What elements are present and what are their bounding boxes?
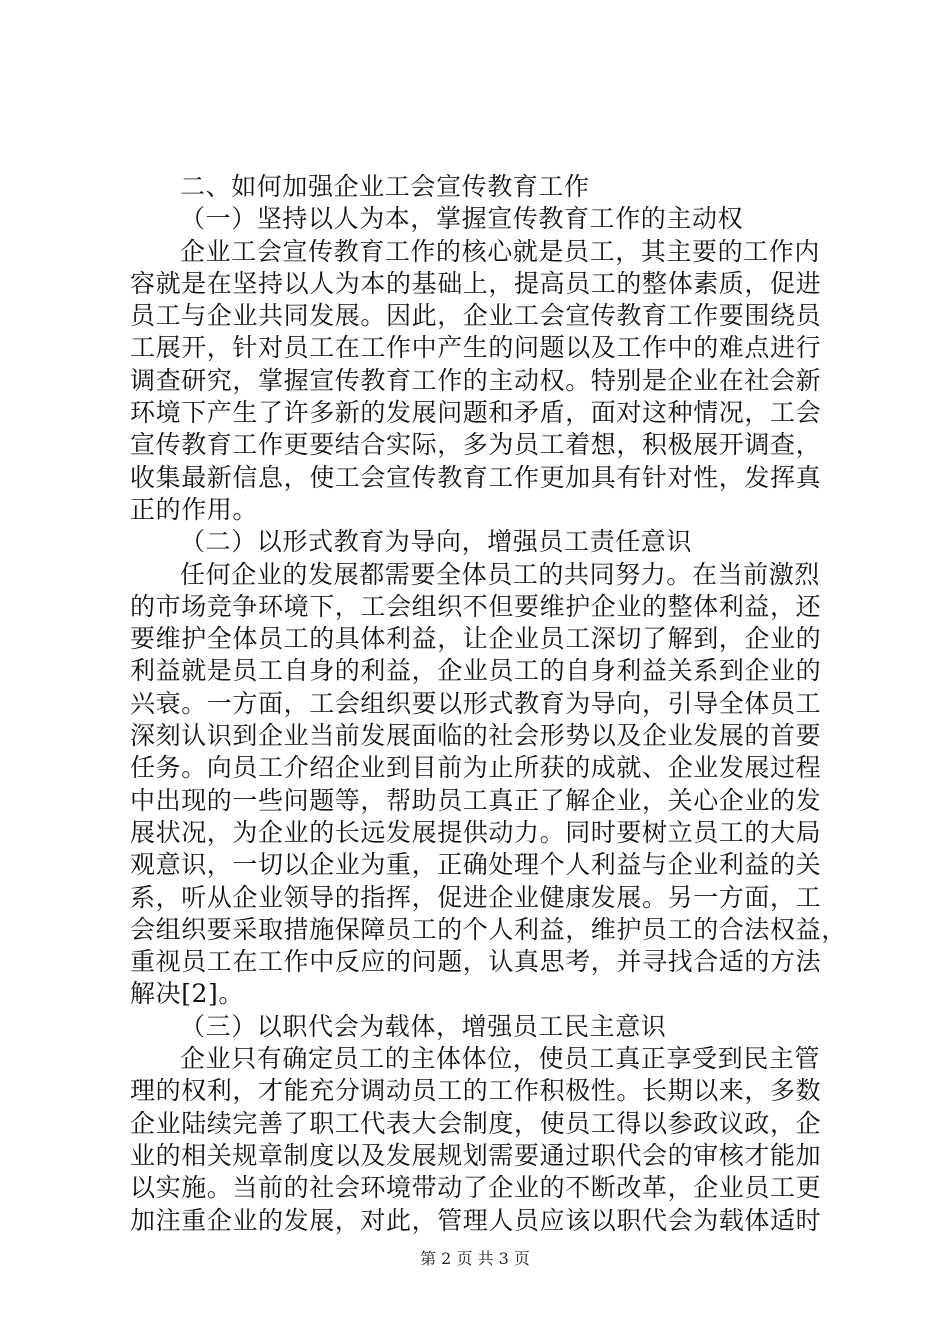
paragraph-line: 企业陆续完善了职工代表大会制度，使员工得以参政议政，企 — [130, 1108, 822, 1138]
paragraph-line: 深刻认识到企业当前发展面临的社会形势以及企业发展的首要 — [130, 721, 822, 751]
section-heading: 二、如何加强企业工会宣传教育工作 — [180, 172, 590, 201]
paragraph-line: 会组织要采取措施保障员工的个人利益，维护员工的合法权益， — [130, 914, 847, 944]
paragraph-line: 展状况，为企业的长远发展提供动力。同时要树立员工的大局 — [130, 817, 822, 847]
document-body — [130, 171, 847, 1237]
page-footer — [0, 1246, 950, 1269]
paragraph-line: 宣传教育工作更要结合实际，多为员工着想，积极展开调查， — [130, 430, 822, 460]
paragraph-line: 工展开，针对员工在工作中产生的问题以及工作中的难点进行 — [130, 333, 822, 363]
paragraph-line: 容就是在坚持以人为本的基础上，提高员工的整体素质，促进 — [130, 268, 822, 298]
paragraph-line: 中出现的一些问题等，帮助员工真正了解企业，关心企业的发 — [130, 785, 822, 815]
subsection-heading-1: （一）坚持以人为本，掌握宣传教育工作的主动权 — [180, 204, 744, 234]
paragraph-line: 任何企业的发展都需要全体员工的共同努力。在当前激烈 — [180, 559, 821, 589]
paragraph-line: 环境下产生了许多新的发展问题和矛盾，面对这种情况，工会 — [130, 398, 822, 428]
paragraph-line: 观意识，一切以企业为重，正确处理个人利益与企业利益的关 — [130, 850, 822, 880]
paragraph-line: 系，听从企业领导的指挥，促进企业健康发展。另一方面，工 — [130, 882, 822, 912]
paragraph-line: 重视员工在工作中反应的问题，认真思考，并寻找合适的方法 — [130, 947, 822, 977]
paragraph-line: 企业工会宣传教育工作的核心就是员工，其主要的工作内 — [180, 236, 821, 266]
subsection-heading-3: （三）以职代会为载体，增强员工民主意识 — [180, 1011, 667, 1041]
paragraph-line: 业的相关规章制度以及发展规划需要通过职代会的审核才能加 — [130, 1140, 822, 1170]
paragraph-line: 要维护全体员工的具体利益，让企业员工深切了解到，企业的 — [130, 624, 822, 654]
paragraph-line: 任务。向员工介绍企业到目前为止所获的成就、企业发展过程 — [130, 753, 822, 783]
paragraph-line: 解决[2]。 — [130, 979, 245, 1009]
paragraph-line: 以实施。当前的社会环境带动了企业的不断改革，企业员工更 — [130, 1173, 822, 1203]
paragraph-line: 的市场竞争环境下，工会组织不但要维护企业的整体利益，还 — [130, 591, 822, 621]
page-number-label: 第 2 页 共 3 页 — [420, 1249, 530, 1268]
paragraph-line: 兴衰。一方面，工会组织要以形式教育为导向，引导全体员工 — [130, 688, 822, 718]
paragraph-line: 调查研究，掌握宣传教育工作的主动权。特别是企业在社会新 — [130, 365, 822, 395]
subsection-heading-2: （二）以形式教育为导向，增强员工责任意识 — [180, 527, 693, 557]
paragraph-line: 利益就是员工自身的利益，企业员工的自身利益关系到企业的 — [130, 656, 822, 686]
paragraph-line: 收集最新信息，使工会宣传教育工作更加具有针对性，发挥真 — [130, 462, 822, 492]
paragraph-line: 员工与企业共同发展。因此，企业工会宣传教育工作要围绕员 — [130, 301, 822, 331]
paragraph-line: 正的作用。 — [130, 494, 259, 524]
paragraph-line: 理的权利，才能充分调动员工的工作积极性。长期以来，多数 — [130, 1076, 822, 1106]
paragraph-line: 加注重企业的发展，对此，管理人员应该以职代会为载体适时 — [130, 1205, 822, 1235]
paragraph-line: 企业只有确定员工的主体体位，使员工真正享受到民主管 — [180, 1044, 821, 1074]
